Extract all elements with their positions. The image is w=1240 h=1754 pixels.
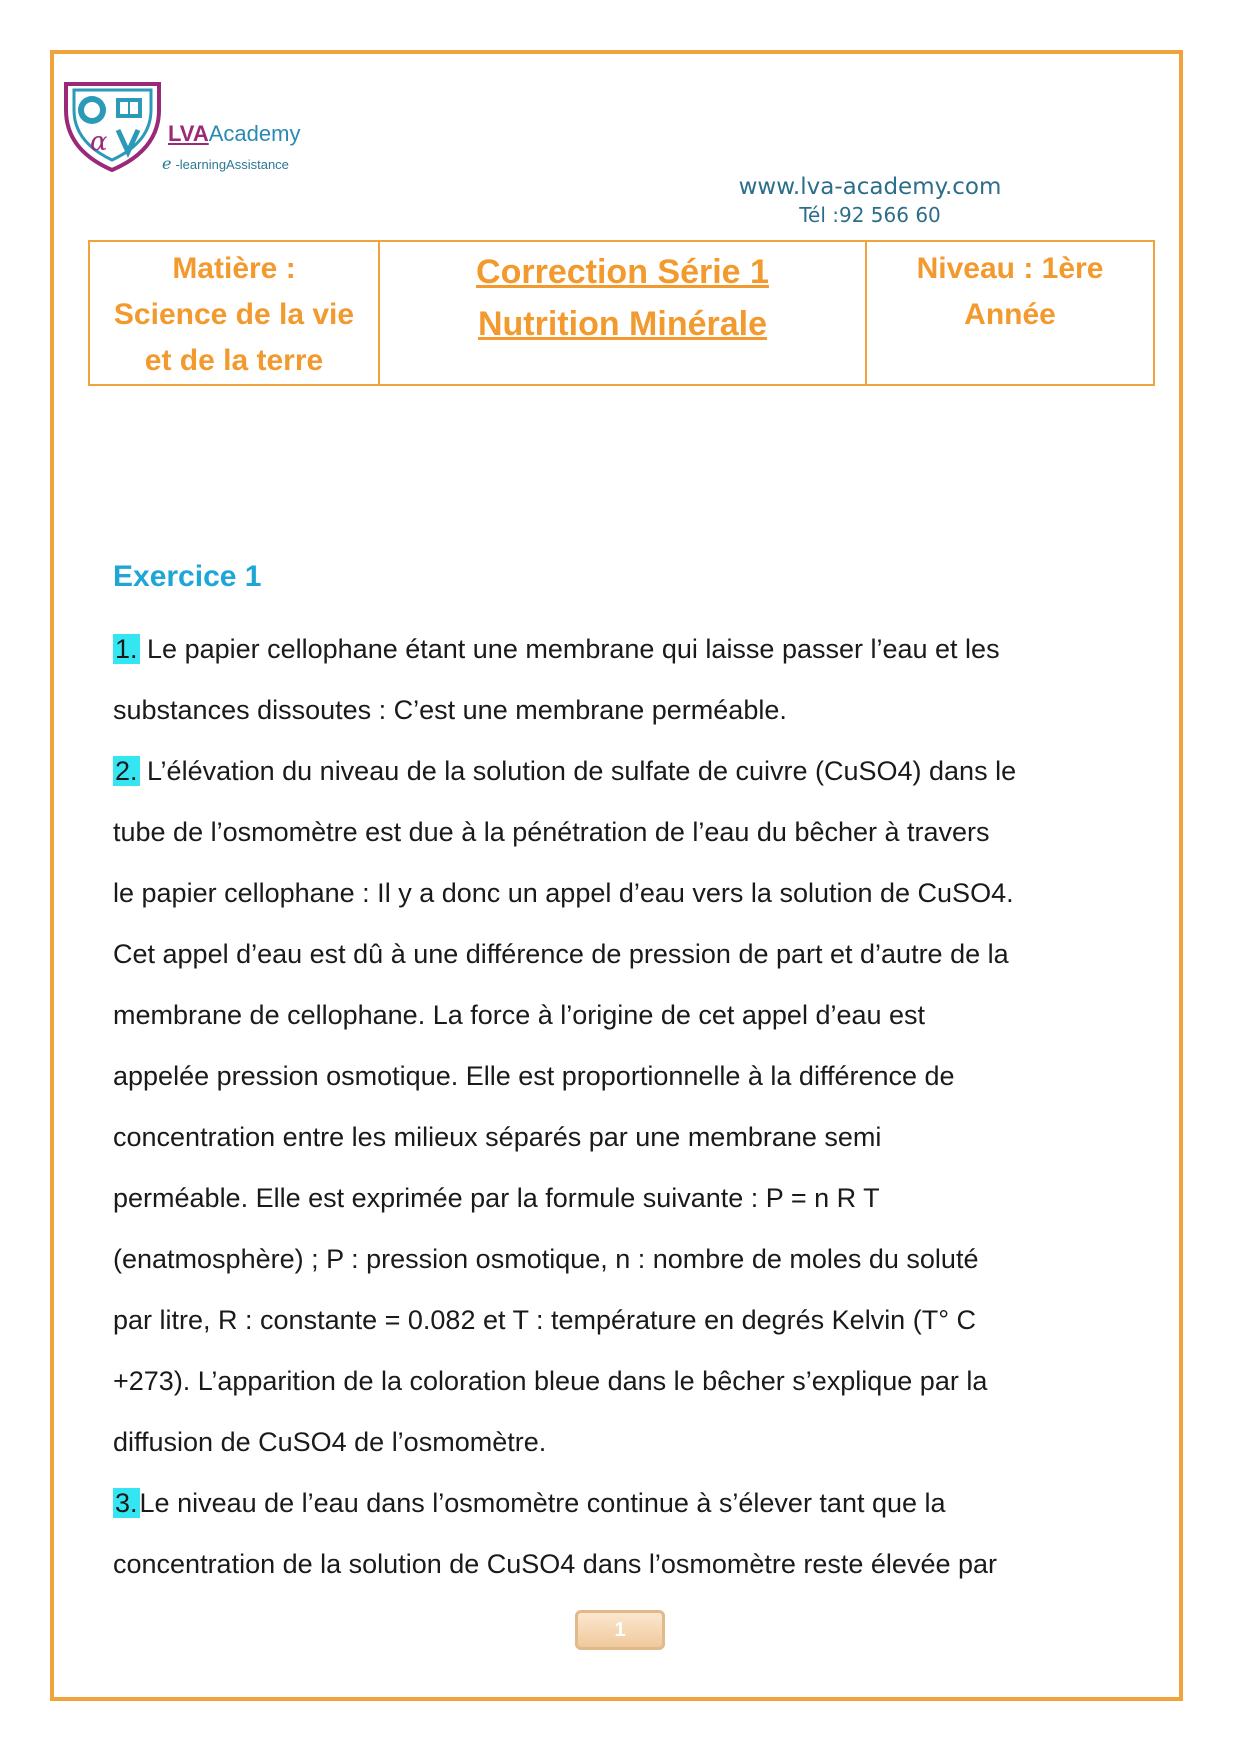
answer-item (113, 1473, 1133, 1534)
answer-item (113, 619, 1133, 680)
document-subtitle: Nutrition Minérale (477, 305, 768, 343)
answer-line: Le niveau de l’eau dans l’osmomètre continue à s’élever tant que la (139, 1488, 946, 1518)
tagline-text: -learningAssistance (175, 157, 289, 172)
level-cell (866, 241, 1154, 385)
answer-line: +273). L’apparition de la coloration bleue dans le bêcher s’explique par la (113, 1366, 988, 1396)
answer-line: par litre, R : constante = 0.082 et T : température en degrés Kelvin (T° C (113, 1305, 976, 1335)
subject-cell (89, 241, 379, 385)
subject-label: Matière : (172, 252, 296, 285)
phone-number: Tél :92 566 60 (799, 203, 941, 227)
answer-line: perméable. Elle est exprimée par la formule suivante : P = n R T (113, 1183, 880, 1213)
brand-tagline (162, 154, 289, 173)
answer-line: substances dissoutes : C’est une membrane perméable. (113, 695, 787, 725)
answer-line: L’élévation du niveau de la solution de sulfate de cuivre (CuSO4) dans le (139, 756, 1017, 786)
answer-line: tube de l’osmomètre est due à la pénétration de l’eau du bêcher à travers (113, 817, 990, 847)
answer-line: Cet appel d’eau est dû à une différence de pression de part et d’autre de la (113, 939, 1009, 969)
document-title: Correction Série 1 (476, 253, 769, 291)
answer-line: appelée pression osmotique. Elle est proportionnelle à la différence de (113, 1061, 955, 1091)
document-body (113, 553, 1133, 1595)
answer-line: concentration entre les milieux séparés par une membrane semi (113, 1122, 882, 1152)
svg-text:α: α (90, 127, 108, 157)
answer-line: (enatmosphère) ; P : pression osmotique, n : nombre de moles du soluté (113, 1244, 979, 1274)
answer-number: 2. (115, 756, 138, 786)
brand-name (168, 122, 300, 146)
brand-name-lva: LVA (168, 121, 209, 146)
title-cell (379, 241, 866, 385)
header-table (88, 240, 1155, 386)
answer-item (113, 741, 1133, 802)
exercise-title: Exercice 1 (113, 560, 262, 593)
contact-info (720, 172, 1020, 228)
brand-name-academy: Academy (208, 121, 301, 146)
tagline-e: e (162, 154, 172, 173)
answer-number: 3. (115, 1488, 138, 1518)
answer-line: membrane de cellophane. La force à l’origine de cet appel d’eau est (113, 1000, 926, 1030)
answer-line: Le papier cellophane étant une membrane qui laisse passer l’eau et les (139, 634, 1000, 664)
level-line2: Année (964, 298, 1056, 331)
answer-number: 1. (115, 634, 138, 664)
website-link[interactable]: www.lva-academy.com (738, 174, 1002, 200)
page-number: 1 (575, 1610, 665, 1650)
answer-line: concentration de la solution de CuSO4 dans l’osmomètre reste élevée par (113, 1549, 997, 1579)
lva-academy-logo (60, 80, 165, 172)
level-line1: Niveau : 1ère (916, 252, 1104, 285)
answer-line: le papier cellophane : Il y a donc un appel d’eau vers la solution de CuSO4. (113, 878, 1014, 908)
subject-line2: et de la terre (144, 344, 324, 377)
subject-line1: Science de la vie (113, 298, 355, 331)
answer-line: diffusion de CuSO4 de l’osmomètre. (113, 1427, 547, 1457)
